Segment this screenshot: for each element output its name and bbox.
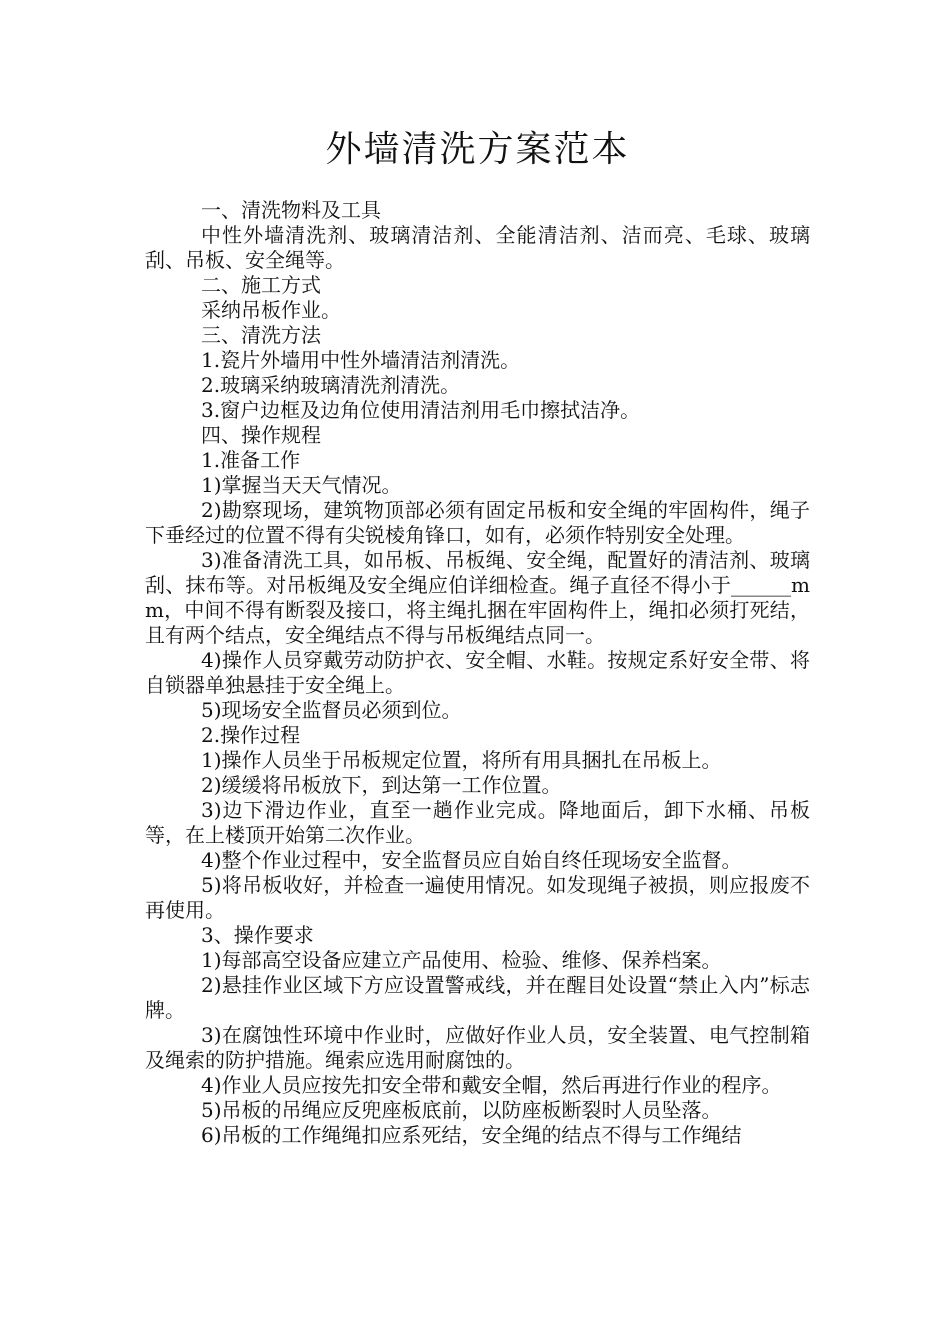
subsection-heading-process: 2.操作过程	[201, 723, 301, 747]
list-item: 3)边下滑边作业，直至一趟作业完成。降地面后，卸下水桶、吊板等，在上楼顶开始第二次作业。	[145, 798, 810, 847]
list-item: 3)在腐蚀性环境中作业时，应做好作业人员，安全装置、电气控制箱及绳索的防护措施。绳索应选用耐腐蚀的。	[145, 1023, 810, 1072]
list-item: 1)掌握当天天气情况。	[201, 473, 402, 497]
section-heading-method: 二、施工方式	[201, 273, 321, 297]
subsection-heading-requirements: 3、操作要求	[201, 923, 314, 947]
list-item: 5)吊板的吊绳应反兜座板底前，以防座板断裂时人员坠落。	[201, 1098, 722, 1122]
document-title: 外墙清洗方案范本	[325, 129, 630, 170]
list-item: 6)吊板的工作绳绳扣应系死结，安全绳的结点不得与工作绳结	[201, 1123, 742, 1147]
list-item: 2.玻璃采纳玻璃清洗剂清洗。	[201, 373, 461, 397]
list-item: 1)操作人员坐于吊板规定位置，将所有用具捆扎在吊板上。	[201, 748, 722, 772]
section-heading-cleaning: 三、清洗方法	[201, 323, 321, 347]
list-item: 2)悬挂作业区域下方应设置警戒线，并在醒目处设置“禁止入内”标志牌。	[145, 973, 810, 1022]
list-item: 1)每部高空设备应建立产品使用、检验、维修、保养档案。	[201, 948, 722, 972]
list-item: 5)现场安全监督员必须到位。	[201, 698, 462, 722]
list-item: 4)操作人员穿戴劳动防护衣、安全帽、水鞋。按规定系好安全带、将自锁器单独悬挂于安全绳上。	[145, 648, 810, 697]
list-item: 3.窗户边框及边角位使用清洁剂用毛巾擦拭洁净。	[201, 398, 641, 422]
list-item: 4)整个作业过程中，安全监督员应自始自终任现场安全监督。	[201, 848, 742, 872]
paragraph-method: 采纳吊板作业。	[201, 298, 341, 322]
section-heading-materials: 一、清洗物料及工具	[201, 198, 381, 222]
list-item: 2)勘察现场，建筑物顶部必须有固定吊板和安全绳的牢固构件，绳子下垂经过的位置不得有尖锐棱角锋口，如有，必须作特别安全处理。	[145, 498, 810, 547]
section-heading-procedures: 四、操作规程	[201, 423, 321, 447]
document-body	[145, 198, 810, 1148]
list-item: 3)准备清洗工具，如吊板、吊板绳、安全绳，配置好的清洁剂、玻璃刮、抹布等。对吊板绳及安全绳应伯详细检查。绳子直径不得小于______mm，中间不得有断裂及接口，将主绳扎捆在牢固构件上，绳扣必须打死结，且有两个结点，安全绳结点不得与吊板绳结点同一。	[145, 548, 810, 647]
list-item: 1.瓷片外墙用中性外墙清洁剂清洗。	[201, 348, 521, 372]
list-item: 4)作业人员应按先扣安全带和戴安全帽，然后再进行作业的程序。	[201, 1073, 782, 1097]
subsection-heading-preparation: 1.准备工作	[201, 448, 301, 472]
list-item: 2)缓缓将吊板放下，到达第一工作位置。	[201, 773, 562, 797]
list-item: 5)将吊板收好，并检查一遍使用情况。如发现绳子被损，则应报废不再使用。	[145, 873, 810, 922]
paragraph-materials-list: 中性外墙清洗剂、玻璃清洁剂、全能清洁剂、洁而亮、毛球、玻璃刮、吊板、安全绳等。	[145, 223, 810, 272]
